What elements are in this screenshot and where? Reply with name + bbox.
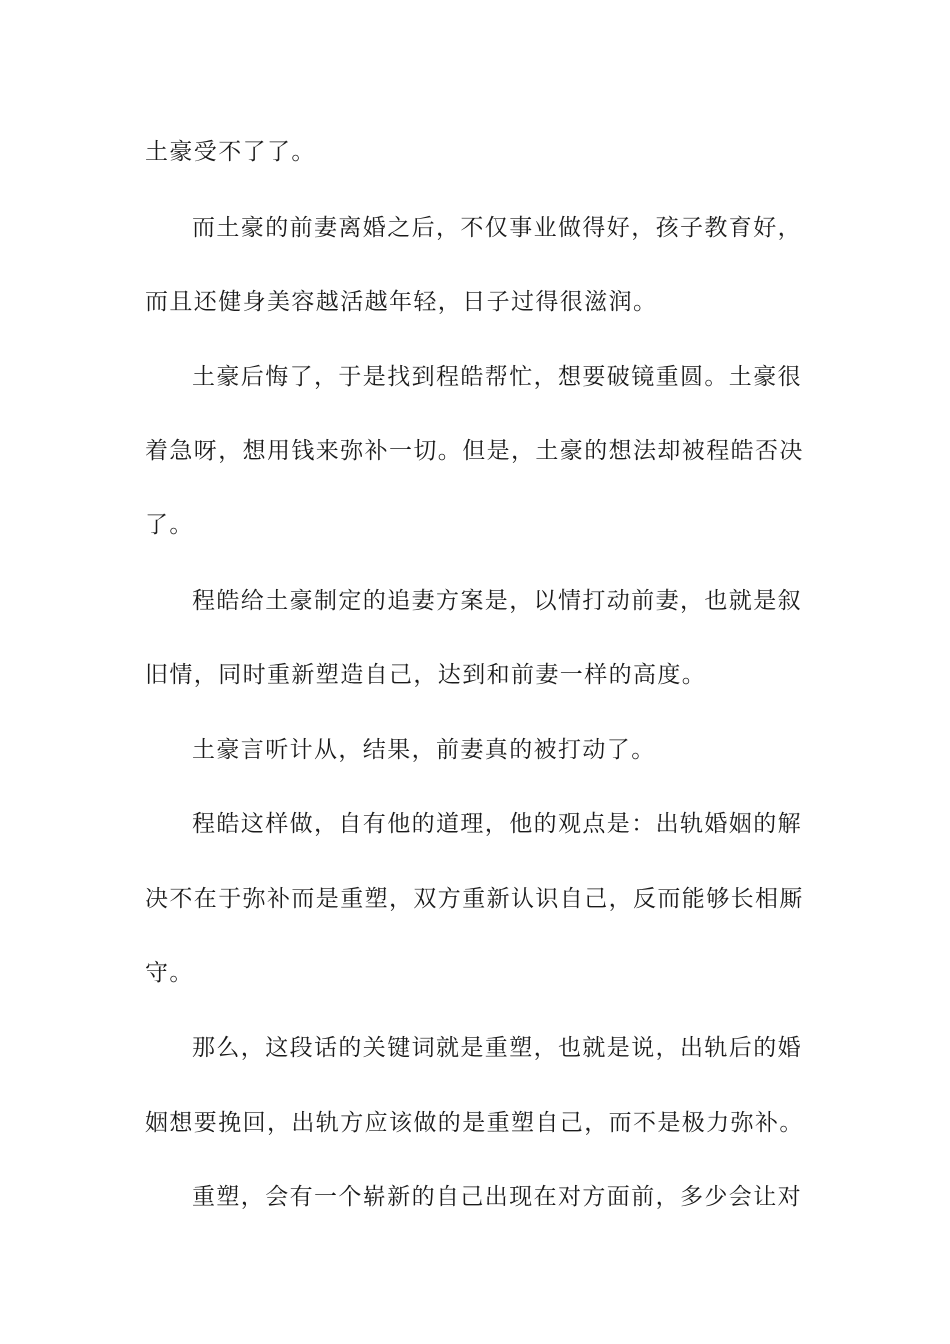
text-line: 程皓给土豪制定的追妻方案是，以情打动前妻，也就是叙 [192, 588, 802, 614]
text-line: 土豪言听计从，结果，前妻真的被打动了。 [192, 737, 656, 763]
text-line: 土豪后悔了，于是找到程皓帮忙，想要破镜重圆。土豪很 [192, 364, 802, 390]
text-line: 决不在于弥补而是重塑，双方重新认识自己，反而能够长相厮 [145, 886, 804, 912]
text-line: 那么，这段话的关键词就是重塑，也就是说，出轨后的婚 [192, 1035, 802, 1061]
text-line: 重塑，会有一个崭新的自己出现在对方面前，多少会让对 [192, 1184, 802, 1210]
text-line: 了。 [145, 512, 194, 538]
text-line: 着急呀，想用钱来弥补一切。但是，土豪的想法却被程皓否决 [145, 438, 804, 464]
text-line: 旧情，同时重新塑造自己，达到和前妻一样的高度。 [145, 662, 707, 688]
text-line: 姻想要挽回，出轨方应该做的是重塑自己，而不是极力弥补。 [145, 1110, 804, 1136]
text-line: 土豪受不了了。 [145, 139, 316, 165]
text-line: 而且还健身美容越活越年轻，日子过得很滋润。 [145, 289, 658, 315]
text-line: 程皓这样做，自有他的道理，他的观点是：出轨婚姻的解 [192, 811, 802, 837]
text-line: 而土豪的前妻离婚之后，不仅事业做得好，孩子教育好， [192, 215, 802, 241]
text-line: 守。 [145, 960, 194, 986]
